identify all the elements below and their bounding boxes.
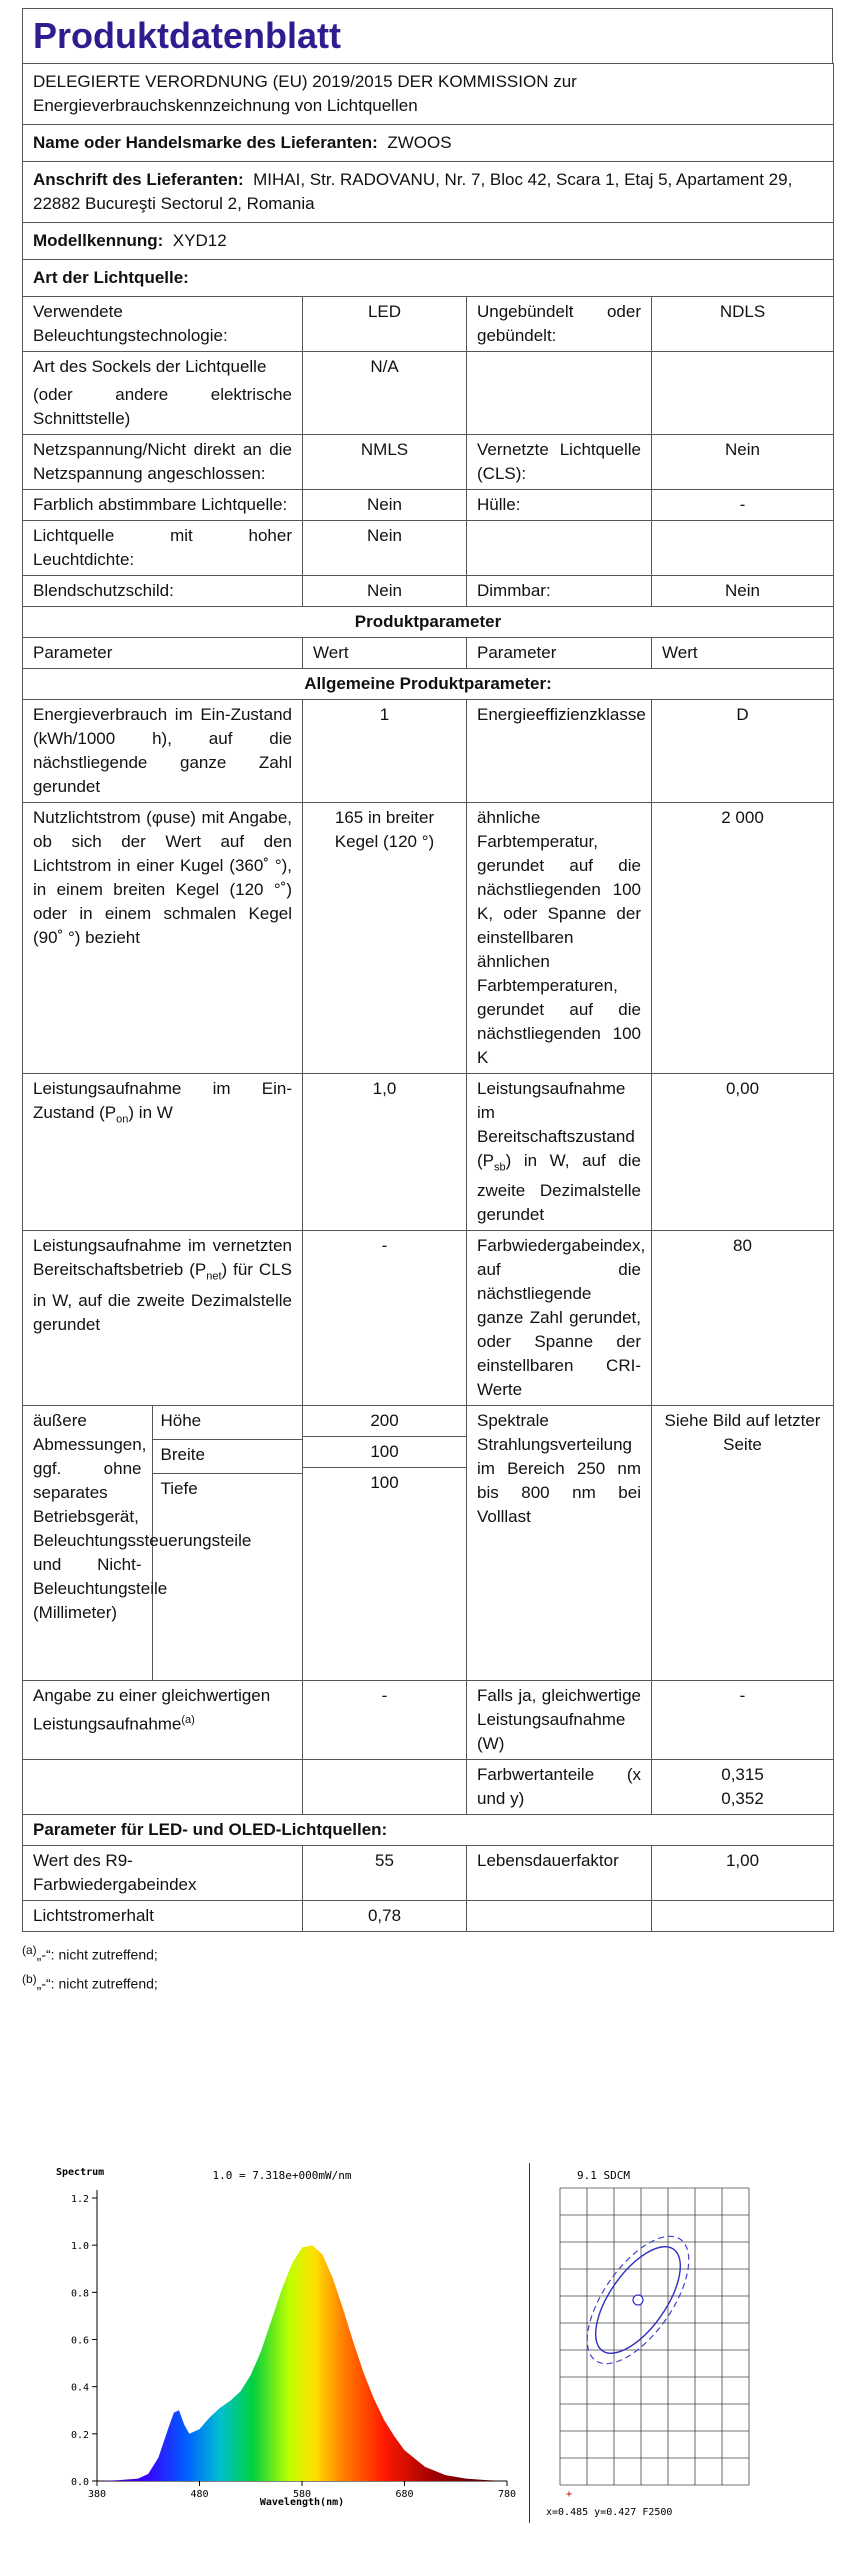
cri-label: Farbwiedergabeindex, auf die nächstliegende ganze Zahl gerundet, oder Spanne der einstellbaren CRI-Werte xyxy=(467,1231,652,1406)
general-header: Allgemeine Produktparameter: xyxy=(23,669,834,700)
footnotes xyxy=(22,1938,833,1995)
flux-label: Nutzlichtstrom (φuse) mit Angabe, ob sich der Wert auf den Lichtstrom in einer Kugel (360˚ °), in einem breiten Kegel (120 °˚) oder in einem schmalen Kegel (90˚ °) bezieht xyxy=(23,803,303,1074)
col-param-2: Parameter xyxy=(467,638,652,669)
equiv-watt-label: Falls ja, gleichwertige Leistungsaufnahme (W) xyxy=(467,1681,652,1760)
sdcm-grid xyxy=(560,2188,749,2485)
chromaticity-x: 0,315 xyxy=(721,1765,764,1785)
psb-value: 0,00 xyxy=(652,1074,834,1231)
maintenance-value: 0,78 xyxy=(303,1901,467,1932)
sdcm-title: 9.1 SDCM xyxy=(577,2169,630,2182)
energy-class-value: D xyxy=(652,700,834,803)
energy-value: 1 xyxy=(303,700,467,803)
pnet-label-text: Leistungsaufnahme im vernetzten Bereitschaftsbetrieb (P xyxy=(33,1236,292,1280)
empty-cell xyxy=(652,521,834,576)
col-value-1: Wert xyxy=(303,638,467,669)
empty-cell xyxy=(467,352,652,435)
spectrum-y-tick-label: 0.4 xyxy=(70,2382,89,2394)
empty-cell xyxy=(467,1901,652,1932)
pon-label-text: Leistungsaufnahme im Ein-Zustand (P xyxy=(33,1079,292,1122)
high-luminance-label: Lichtquelle mit hoher Leuchtdichte: xyxy=(23,521,303,576)
spectrum-chart xyxy=(52,2163,522,2523)
flux-value: 165 in breiter Kegel (120 °) xyxy=(303,803,467,1074)
spectrum-y-tick-label: 1.0 xyxy=(70,2241,89,2253)
psb-label-text: Leistungsaufnahme im Bereitschaftszustand (P xyxy=(477,1079,635,1170)
dimmable-label: Dimmbar: xyxy=(467,576,652,607)
spectrum-chart-title: 1.0 = 7.318e+000mW/nm xyxy=(212,2169,352,2182)
equiv-label xyxy=(23,1681,303,1760)
lifetime-label: Lebensdauerfaktor xyxy=(467,1846,652,1901)
focus-label: Ungebündelt oder gebündelt: xyxy=(467,297,652,352)
supplier-value: ZWOOS xyxy=(387,133,452,152)
socket-label-line1: Art des Sockels der Lichtquelle xyxy=(33,357,267,376)
chromaticity-value xyxy=(652,1760,834,1815)
pon-label-unit: ) in W xyxy=(128,1103,173,1122)
sdcm-center-point xyxy=(633,2295,643,2305)
pon-subscript: on xyxy=(116,1113,129,1126)
led-header: Parameter für LED- und OLED-Lichtquellen: xyxy=(23,1815,834,1846)
lifetime-value: 1,00 xyxy=(652,1846,834,1901)
supplier-label: Name oder Handelsmarke des Lieferanten: xyxy=(33,133,378,152)
psb-label-unit: ) in W, auf die zweite Dezimalstelle gerundet xyxy=(477,1151,641,1225)
spectrum-x-tick-label: 480 xyxy=(190,2489,209,2500)
chromaticity-y: 0,352 xyxy=(721,1789,764,1809)
dimmable-value: Nein xyxy=(652,576,834,607)
envelope-value: - xyxy=(652,490,834,521)
cct-label: ähnliche Farbtemperatur, gerundet auf die nächstliegenden 100 K, oder Spanne der einstellbaren ähnlichen Farbtemperaturen, gerundet auf die nächstliegenden 100 K xyxy=(467,803,652,1074)
spectrum-area xyxy=(97,2245,507,2481)
sdcm-readout: x=0.485 y=0.427 F2500 xyxy=(546,2507,673,2518)
params-header: Produktparameter xyxy=(23,607,834,638)
r9-value: 55 xyxy=(303,1846,467,1901)
pon-label xyxy=(23,1074,303,1231)
socket-label xyxy=(23,352,303,435)
depth-label: Tiefe xyxy=(160,1479,198,1499)
product-data-sheet xyxy=(22,8,833,1996)
pnet-subscript: net xyxy=(206,1270,222,1283)
pnet-value: - xyxy=(303,1231,467,1406)
footnote-a xyxy=(22,1938,833,1967)
high-luminance-value: Nein xyxy=(303,521,467,576)
dimensions-label: äußere Abmessungen, ggf. ohne separates Betriebsgerät, Beleuchtungssteuerungsteile und Nicht-Beleuchtungsteile (Millimeter) xyxy=(23,1406,152,1680)
cri-value: 80 xyxy=(652,1231,834,1406)
psb-label xyxy=(467,1074,652,1231)
footnote-b xyxy=(22,1967,833,1996)
spectrum-x-tick-label: 580 xyxy=(292,2489,312,2500)
maintenance-label: Lichtstromerhalt xyxy=(23,1901,303,1932)
empty-cell xyxy=(467,521,652,576)
sdcm-marker: + xyxy=(566,2489,573,2500)
energy-class-label: Energieeffizienzklasse xyxy=(467,700,652,803)
equiv-value: - xyxy=(303,1681,467,1760)
spectrum-x-tick-label: 780 xyxy=(497,2489,517,2500)
spectrum-y-tick-label: 1.2 xyxy=(70,2194,89,2205)
width-value: 100 xyxy=(303,1437,466,1468)
width-label: Breite xyxy=(152,1440,303,1474)
color-tunable-label: Farblich abstimmbare Lichtquelle: xyxy=(23,490,303,521)
spectral-value: Siehe Bild auf letzter Seite xyxy=(652,1406,834,1681)
energy-label: Energieverbrauch im Ein-Zustand (kWh/1000 h), auf die nächstliegende ganze Zahl gerundet xyxy=(23,700,303,803)
empty-cell xyxy=(652,1901,834,1932)
chromaticity-label: Farbwertanteile (x und y) xyxy=(467,1760,652,1815)
envelope-label: Hülle: xyxy=(467,490,652,521)
dimensions-table xyxy=(23,1406,303,1680)
focus-value: NDLS xyxy=(652,297,834,352)
empty-cell xyxy=(652,352,834,435)
spectrum-y-label: Spectrum xyxy=(56,2167,105,2178)
spectrum-x-tick-label: 380 xyxy=(87,2489,107,2500)
spectrum-y-tick-label: 0.0 xyxy=(70,2477,89,2488)
empty-cell xyxy=(303,1760,467,1815)
mains-label: Netzspannung/Nicht direkt an die Netzspannung angeschlossen: xyxy=(23,435,303,490)
col-param-1: Parameter xyxy=(23,638,303,669)
psb-subscript: sb xyxy=(494,1161,506,1174)
model-row xyxy=(23,223,834,260)
color-tunable-value: Nein xyxy=(303,490,467,521)
dimensions-cell xyxy=(23,1406,303,1681)
glare-value: Nein xyxy=(303,576,467,607)
height-value: 200 xyxy=(303,1406,466,1437)
spectrum-y-tick-label: 0.2 xyxy=(70,2429,89,2441)
col-value-2: Wert xyxy=(652,638,834,669)
depth-value: 100 xyxy=(370,1473,399,1493)
height-label: Höhe xyxy=(152,1406,303,1439)
pon-value: 1,0 xyxy=(303,1074,467,1231)
chart-divider xyxy=(529,2163,530,2523)
address-row xyxy=(23,162,834,223)
page-title: Produktdatenblatt xyxy=(22,8,833,63)
empty-cell xyxy=(23,1760,303,1815)
model-label: Modellkennung: xyxy=(33,231,164,250)
cls-label: Vernetzte Lichtquelle (CLS): xyxy=(467,435,652,490)
spectrum-x-tick-label: 680 xyxy=(395,2489,414,2500)
model-value: XYD12 xyxy=(172,231,227,250)
equiv-watt-value: - xyxy=(652,1681,834,1760)
cct-value: 2 000 xyxy=(652,803,834,1074)
spectrum-y-tick-label: 0.6 xyxy=(70,2335,89,2347)
charts-area xyxy=(52,2163,812,2533)
equiv-label-text: Angabe zu einer gleichwertigen Leistungsaufnahme xyxy=(33,1686,271,1735)
sdcm-chart xyxy=(542,2163,772,2523)
spectrum-y-tick-label: 0.8 xyxy=(70,2288,89,2300)
tech-value: LED xyxy=(303,297,467,352)
footnote-b-text: „-“: nicht zutreffend; xyxy=(36,1975,158,1992)
equiv-footnote-mark: (a) xyxy=(181,1714,195,1727)
regulation-text: DELEGIERTE VERORDNUNG (EU) 2019/2015 DER KOMMISSION zur Energieverbrauchskennzeichnung von Lichtquellen xyxy=(23,64,834,125)
lightsource-header: Art der Lichtquelle: xyxy=(23,260,834,297)
data-table xyxy=(22,63,834,1932)
r9-label: Wert des R9-Farbwiedergabeindex xyxy=(23,1846,303,1901)
supplier-row xyxy=(23,125,834,162)
dimensions-values xyxy=(303,1406,467,1681)
socket-label-line2: (oder andere elektrische Schnittstelle) xyxy=(33,385,292,428)
spectral-label: Spektrale Strahlungsverteilung im Bereich 250 nm bis 800 nm bei Volllast xyxy=(467,1406,652,1681)
footnote-b-mark: (b) xyxy=(22,1972,37,1987)
pnet-label xyxy=(23,1231,303,1406)
glare-label: Blendschutzschild: xyxy=(23,576,303,607)
address-value: MIHAI, Str. RADOVANU, Nr. 7, Bloc 42, Scara 1, Etaj 5, Apartament 29, 22882 Bucureşti Sectorul 2, Romania xyxy=(33,170,793,213)
footnote-a-text: „-“: nicht zutreffend; xyxy=(36,1947,158,1964)
spectrum-x-label: Wavelength(nm) xyxy=(259,2497,345,2508)
address-label: Anschrift des Lieferanten: xyxy=(33,170,244,189)
mains-value: NMLS xyxy=(303,435,467,490)
pnet-label-unit: ) für CLS in W, auf die zweite Dezimalstelle gerundet xyxy=(33,1260,292,1334)
cls-value: Nein xyxy=(652,435,834,490)
footnote-a-mark: (a) xyxy=(22,1943,37,1958)
tech-label: Verwendete Beleuchtungstechnologie: xyxy=(23,297,303,352)
socket-value: N/A xyxy=(303,352,467,435)
